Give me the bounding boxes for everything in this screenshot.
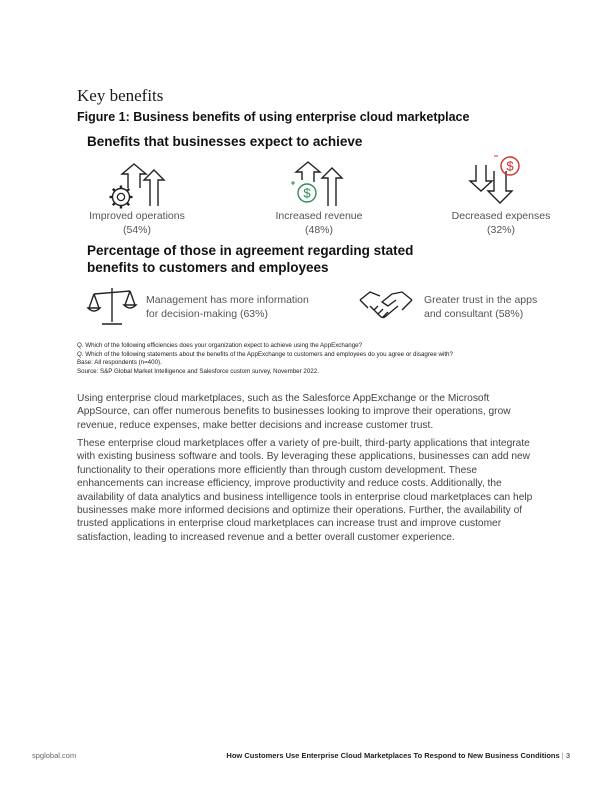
scales-icon: [88, 286, 136, 326]
note-source: Source: S&P Global Market Intelligence and Salesforce custom survey, November 2022.: [77, 367, 319, 375]
benefit-label: Improved operations: [89, 210, 185, 222]
agreement-greater-trust: [424, 293, 537, 321]
benefit-percent: (48%): [304, 224, 333, 236]
expect-heading: Benefits that businesses expect to achieve: [87, 134, 363, 149]
benefit-percent: (32%): [486, 224, 515, 236]
agree-heading: [87, 242, 413, 276]
agreement-line2: and consultant (58%): [424, 308, 524, 320]
benefit-percent: (54%): [122, 224, 151, 236]
figure-title: Figure 1: Business benefits of using enterprise cloud marketplace: [77, 110, 470, 124]
dollar-arrows-down-icon: [470, 153, 530, 203]
note-question-2: Q. Which of the following statements about the benefits of the AppExchange to customers and employees do you agree or disagree with?: [77, 350, 453, 358]
note-question-1: Q. Which of the following efficiencies does your organization expect to achieve using the AppExchange?: [77, 342, 363, 349]
figure-notes: [77, 342, 547, 376]
benefit-increased-revenue: [249, 209, 389, 237]
agree-heading-line2: benefits to customers and employees: [87, 260, 329, 275]
agree-heading-line1: Percentage of those in agreement regarding stated: [87, 243, 414, 258]
svg-text:$: $: [303, 185, 311, 201]
note-base: Base: All respondents (n=400).: [77, 359, 162, 367]
benefit-decreased-expenses: [431, 209, 571, 237]
footer-separator: |: [561, 751, 564, 760]
body-paragraph-2: These enterprise cloud marketplaces offer a variety of pre-built, third-party applications that integrate with existing business software and tools. By leveraging these applications, businesses can add new functionality to their operations more efficiently than through custom development. These enhancements can increase efficiency, improve productivity and reduce costs. Additionally, the availability of data analytics and business intelligence tools in enterprise cloud marketplaces can help businesses make more informed decisions and optimize their operations. Further, the availability of trusted applications in enterprise cloud marketplaces can increase trust and improve customer satisfaction, leading to increased revenue and a better overall customer experience.: [77, 438, 533, 543]
agreement-management-info: [146, 293, 309, 321]
benefit-improved-operations: [67, 209, 207, 237]
gear-arrows-up-icon: [108, 160, 168, 210]
dollar-arrows-up-icon: [288, 160, 348, 210]
section-title: Key benefits: [77, 86, 164, 105]
benefit-label: Increased revenue: [275, 210, 363, 222]
agreement-line1: Greater trust in the apps: [424, 294, 538, 306]
footer-page-number: 3: [565, 751, 570, 760]
footer-doc-info: [226, 751, 570, 760]
footer-doc-title: How Customers Use Enterprise Cloud Marketplaces To Respond to New Business Conditions: [226, 751, 560, 760]
handshake-icon: [358, 286, 414, 326]
body-paragraph-1: Using enterprise cloud marketplaces, such as the Salesforce AppExchange or the Microsoft AppSource, can offer numerous benefits to businesses looking to improve their operations, grow revenue, reduce expenses, make better decisions and increase customer trust.: [77, 393, 511, 431]
svg-text:$: $: [506, 158, 514, 174]
agreement-line1: Management has more information: [146, 294, 309, 306]
footer-site: spglobal.com: [32, 751, 77, 760]
benefit-label: Decreased expenses: [451, 210, 551, 222]
agreement-line2: for decision-making (63%): [146, 308, 268, 320]
